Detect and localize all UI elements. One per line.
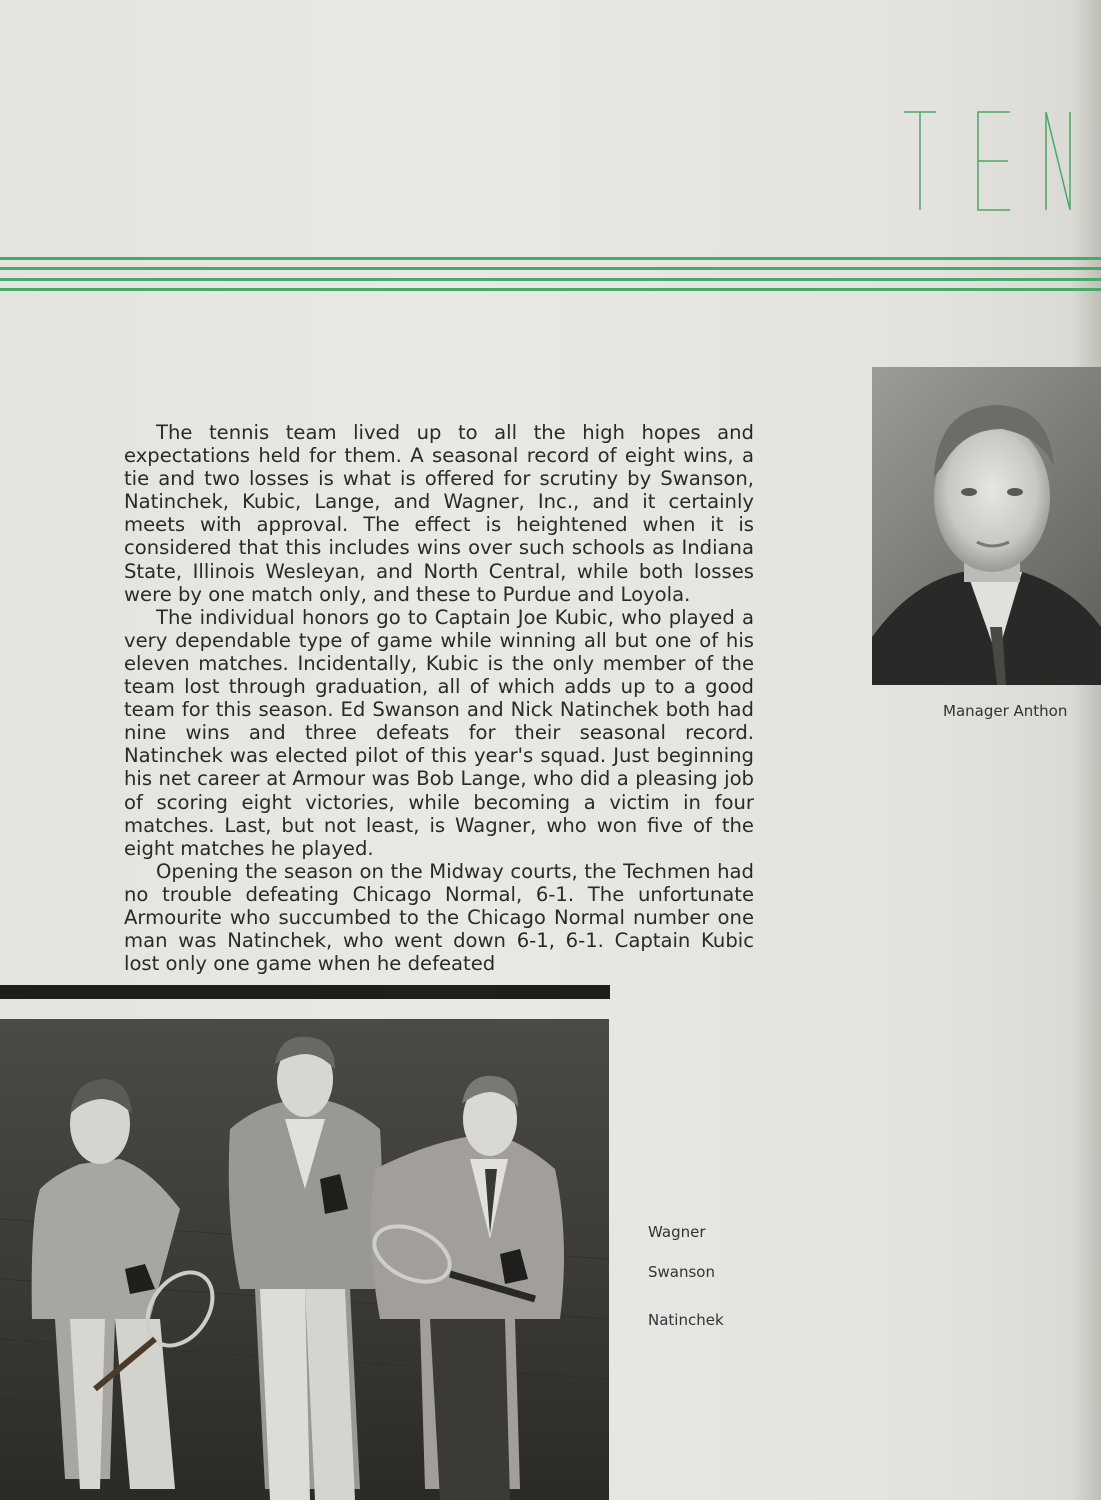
page-edge-shadow [1071,0,1101,1500]
title-rule-4 [0,288,1101,291]
team-caption-swanson: Swanson [648,1263,715,1281]
player-right [366,1076,564,1500]
player-left [32,1079,226,1489]
title-letter-n [1046,112,1070,210]
paragraph-3: Opening the season on the Midway courts, the Techmen had no trouble defeating Chicago Normal, 6-1. The unfortunate Armourite who succumbed to the Chicago Normal number one man was Natinchek, who went down 6-1, 6-1. Captain Kubic lost only one game when he defeated [124,859,754,976]
title-letter-t [904,112,936,210]
photo-top-bar [0,985,610,999]
title-letter-e [978,112,1010,210]
team-photo [0,1019,609,1500]
team-caption-wagner: Wagner [648,1223,706,1241]
page-title [0,95,1101,215]
player-middle [229,1037,382,1500]
title-rule-1 [0,257,1101,260]
portrait-caption: Manager Anthon [943,702,1068,720]
paragraph-2: The individual honors go to Captain Joe Kubic, who played a very dependable type of game while winning all but one of his eleven matches. Incidentally, Kubic is the only member of the team lost through graduation, all of which adds up to a good team for this season. Ed Swanson and Nick Natinchek both had nine wins and three defeats for their seasonal record. Natinchek was elected pilot of this year's squad. Just beginning his net career at Armour was Bob Lange, who did a pleasing job of scoring eight victories, while becoming a victim in four matches. Last, but not least, is Wagner, who won five of the eight matches he played. [124,605,754,860]
manager-portrait-photo [872,367,1101,685]
article-body [124,421,754,975]
team-caption-natinchek: Natinchek [648,1311,724,1329]
paragraph-1: The tennis team lived up to all the high hopes and expectations held for them. A seasonal record of eight wins, a tie and two losses is what is offered for scrutiny by Swanson, Natinchek, Kubic, Lange, and Wagner, Inc., and it certainly meets with approval. The effect is heightened when it is considered that this includes wins over such schools as Indiana State, Illinois Wesleyan, and North Central, while both losses were by one match only, and these to Purdue and Loyola. [124,421,754,606]
title-rule-3 [0,278,1101,281]
title-rule-2 [0,267,1101,270]
